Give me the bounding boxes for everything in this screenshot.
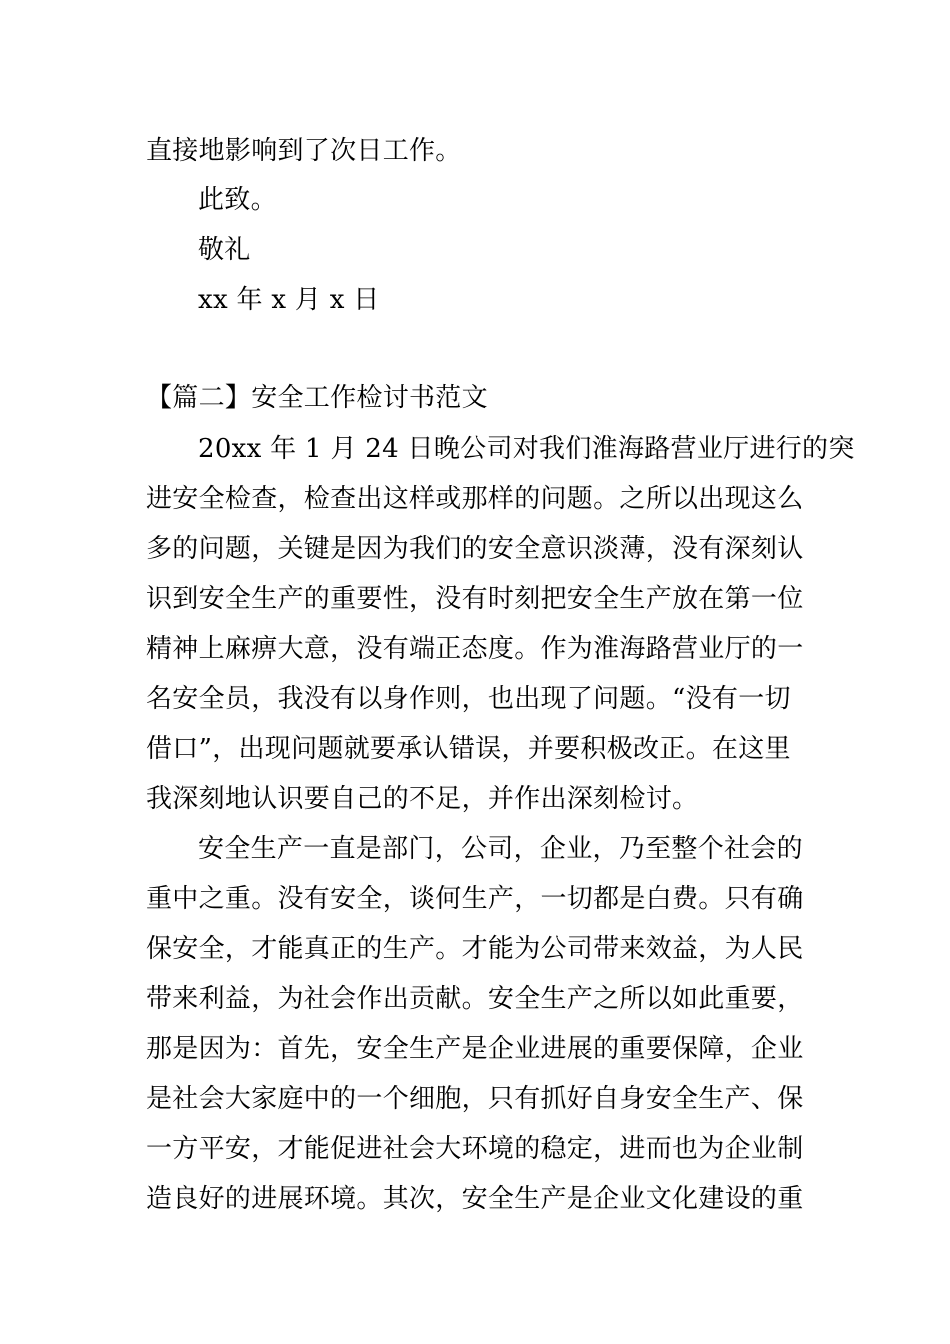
paragraph-2-line: 重中之重。没有安全，谈何生产，一切都是白费。只有确 (146, 884, 804, 914)
paragraph-1-line: 识到安全生产的重要性，没有时刻把安全生产放在第一位 (146, 584, 804, 614)
closing-regards: 敬礼 (198, 235, 251, 265)
paragraph-2-line: 带来利益，为社会作出贡献。安全生产之所以如此重要， (146, 984, 804, 1014)
paragraph-1-line: 进安全检查，检查出这样或那样的问题。之所以出现这么 (146, 484, 804, 514)
paragraph-1-line: 借口”，出现问题就要承认错误，并要积极改正。在这里 (146, 734, 791, 764)
section-title: 【篇二】安全工作检讨书范文 (146, 383, 488, 413)
paragraph-1-line: 20xx 年 1 月 24 日晚公司对我们淮海路营业厅进行的突 (198, 434, 855, 464)
paragraph-2-line: 保安全，才能真正的生产。才能为公司带来效益，为人民 (146, 934, 804, 964)
letter-date: xx 年 x 月 x 日 (198, 285, 380, 315)
letter-continuation-line: 直接地影响到了次日工作。 (146, 136, 462, 166)
paragraph-2-line: 一方平安，才能促进社会大环境的稳定，进而也为企业制 (146, 1134, 804, 1164)
paragraph-2-line: 造良好的进展环境。其次，安全生产是企业文化建设的重 (146, 1184, 804, 1214)
paragraph-1-line: 名安全员，我没有以身作则，也出现了问题。“没有一切 (146, 684, 791, 714)
paragraph-2-line: 那是因为：首先，安全生产是企业进展的重要保障，企业 (146, 1034, 804, 1064)
paragraph-1-line: 我深刻地认识要自己的不足，并作出深刻检讨。 (146, 784, 699, 814)
closing-salutation: 此致。 (198, 185, 277, 215)
paragraph-2-line: 安全生产一直是部门，公司，企业，乃至整个社会的 (198, 834, 803, 864)
paragraph-1-line: 精神上麻痹大意，没有端正态度。作为淮海路营业厅的一 (146, 634, 804, 664)
paragraph-1-line: 多的问题，关键是因为我们的安全意识淡薄，没有深刻认 (146, 534, 804, 564)
paragraph-2-line: 是社会大家庭中的一个细胞，只有抓好自身安全生产、保 (146, 1084, 804, 1114)
